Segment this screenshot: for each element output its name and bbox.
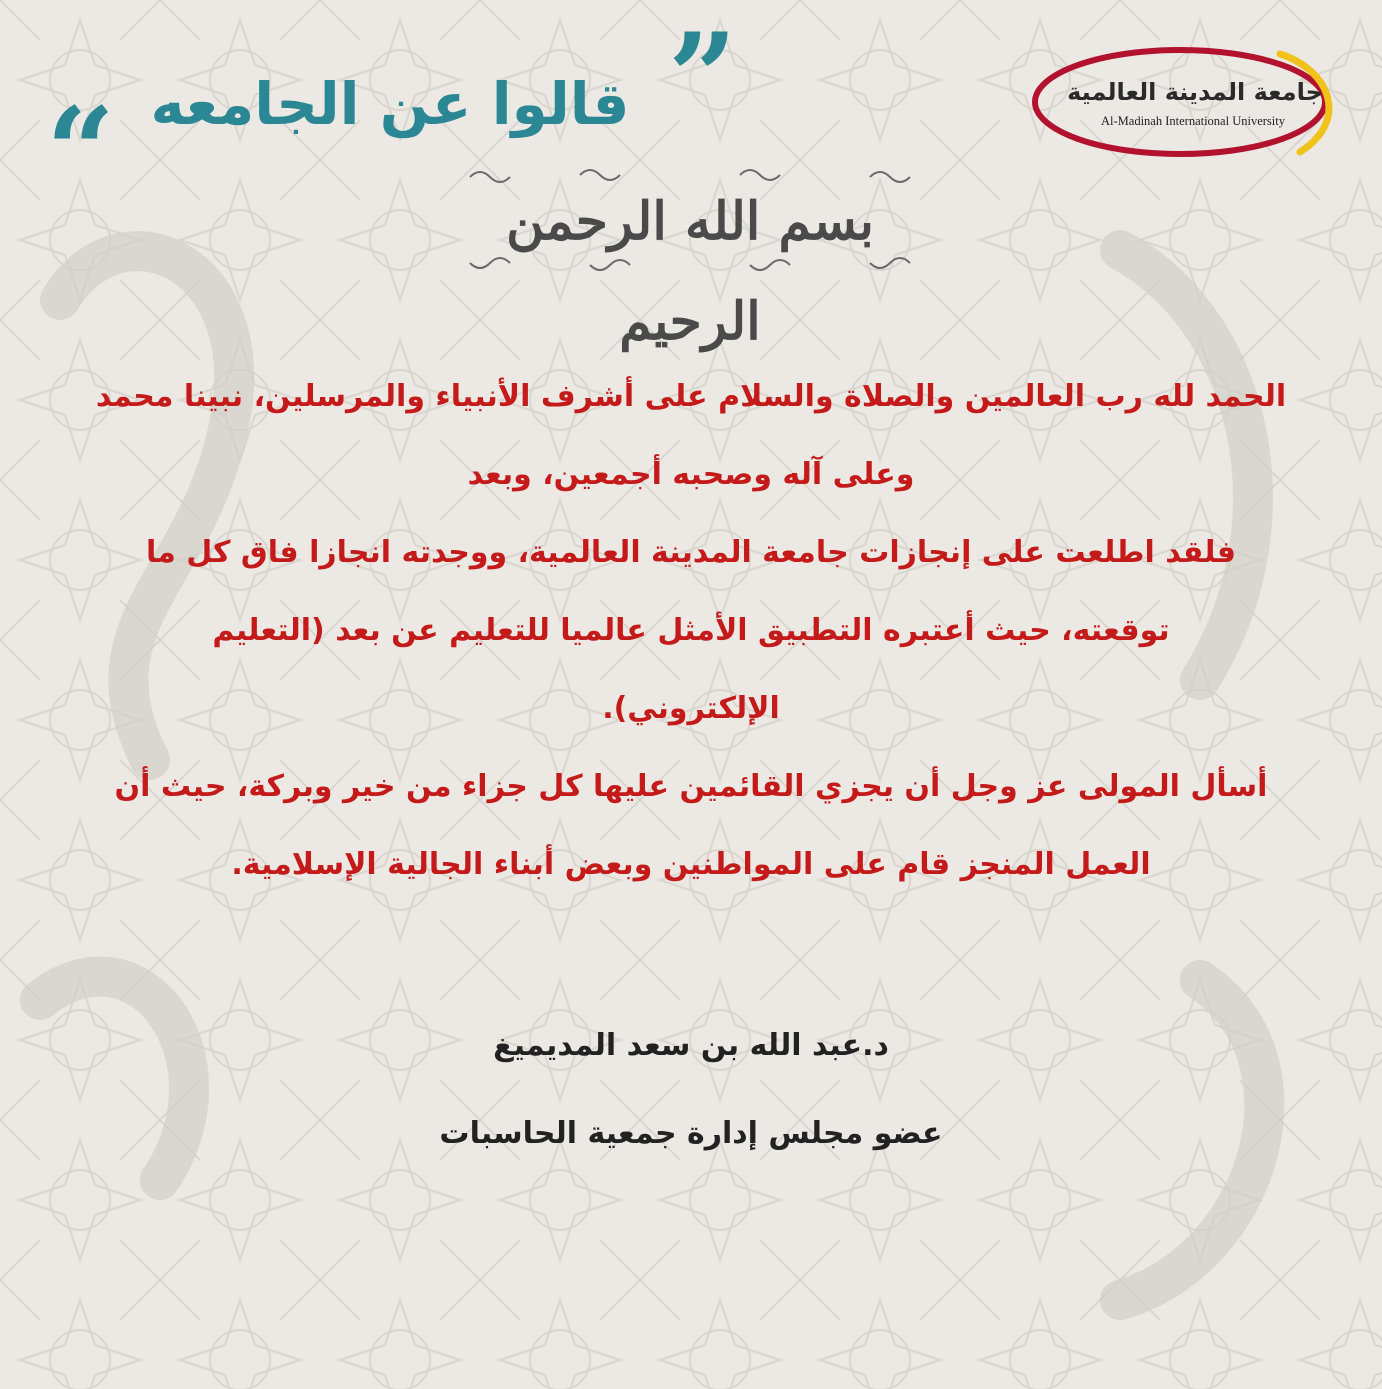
close-quote-icon: “ [46,81,116,222]
basmala: بسم الله الرحمن الرحيم [506,191,874,352]
body-line: الإلكتروني). [602,691,780,726]
page-title: قالوا عن الجامعه [150,70,630,138]
body-line: الحمد لله رب العالمين والصلاة والسلام على أشرف الأنبياء والمرسلين، نبينا محمد [95,379,1287,414]
body-line: توقعته، حيث أعتبره التطبيق الأمثل عالميا للتعليم عن بعد (التعليم [212,613,1170,648]
logo-arabic-name: جامعة المدينة العالمية [1067,78,1323,106]
signature-name: د.عبد الله بن سعد المديميغ [493,1028,889,1063]
body-line: فلقد اطلعت على إنجازات جامعة المدينة العالمية، ووجدته انجازا فاق كل ما [145,535,1237,570]
logo-english-name: Al-Madinah International University [1101,114,1285,128]
testimonial-body [40,358,1342,904]
university-logo [1030,40,1342,160]
signature-block [40,1002,1342,1178]
open-quote-icon: ” [668,7,738,148]
signature-position: عضو مجلس إدارة جمعية الحاسبات [439,1116,943,1151]
body-line: العمل المنجز قام على المواطنين وبعض أبناء الجالية الإسلامية. [231,847,1151,882]
body-line: وعلى آله وصحبه أجمعين، وبعد [467,457,915,492]
body-line: أسأل المولى عز وجل أن يجزي القائمين عليها كل جزاء من خير وبركة، حيث أن [114,769,1268,804]
